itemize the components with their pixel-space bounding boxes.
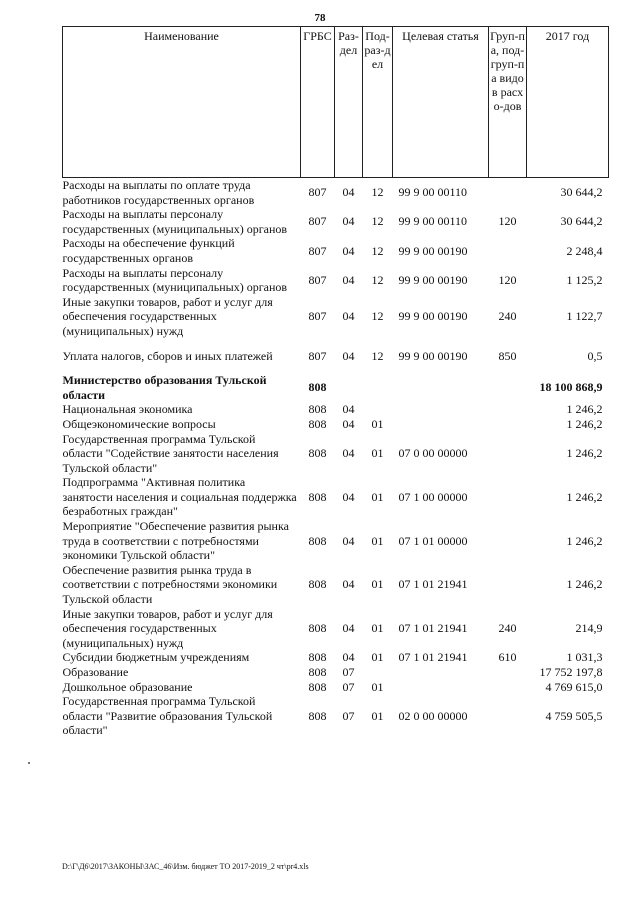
row-podrazdel: 12 xyxy=(371,214,384,229)
row-razdel: 04 xyxy=(342,650,355,665)
row-razdel: 07 xyxy=(342,665,355,679)
row-amount: 1 246,2 xyxy=(566,402,603,417)
row-amount: 30 644,2 xyxy=(560,214,603,229)
header-grbs: ГРБС xyxy=(301,27,335,178)
table-row xyxy=(63,349,609,364)
row-group: 240 xyxy=(498,309,517,324)
row-razdel: 04 xyxy=(342,272,355,287)
row-amount: 17 752 197,8 xyxy=(539,665,603,679)
row-razdel: 04 xyxy=(342,243,355,258)
table-row xyxy=(63,475,609,519)
table-header-row xyxy=(63,27,609,178)
row-razdel: 04 xyxy=(342,621,355,636)
row-grbs: 808 xyxy=(308,533,327,548)
row-razdel: 04 xyxy=(342,402,355,417)
row-target: 99 9 00 00190 xyxy=(398,348,468,363)
page-number: 78 xyxy=(314,12,326,24)
row-podrazdel xyxy=(363,665,393,680)
row-amount: 18 100 868,9 xyxy=(539,380,603,395)
row-target: 07 1 01 21941 xyxy=(398,577,468,592)
row-target: 99 9 00 00190 xyxy=(398,309,468,324)
row-grbs: 808 xyxy=(308,577,327,592)
row-group xyxy=(489,178,527,208)
row-amount: 1 246,2 xyxy=(566,416,603,431)
row-target xyxy=(393,665,489,680)
row-name: Мероприятие "Обеспечение развития рынка труда в соответствии с потребностями экономики Тульской области" xyxy=(62,519,289,563)
row-name: Национальная экономика xyxy=(62,402,193,417)
row-group xyxy=(489,563,527,607)
row-razdel: 07 xyxy=(342,708,355,723)
row-target: 07 0 00 00000 xyxy=(398,446,468,461)
row-name: Расходы на выплаты персоналу государственных (муниципальных) органов xyxy=(62,265,288,295)
row-name: Общеэкономические вопросы xyxy=(62,416,216,431)
footer-file-path: D:\Г\Д6\2017\ЗАКОНЫ\ЗАС_46\Изм. бюджет ТО 2017-2019_2 чт\pr4.xls xyxy=(62,862,309,871)
row-podrazdel xyxy=(363,402,393,417)
row-name: Подпрограмма "Активная политика занятости населения и социальная поддержка безработных граждан" xyxy=(62,475,297,519)
row-name: Министерство образования Тульской области xyxy=(62,373,267,402)
row-razdel xyxy=(335,373,363,402)
row-amount: 1 246,2 xyxy=(566,446,603,461)
table-row xyxy=(63,607,609,651)
row-amount: 214,9 xyxy=(575,621,603,636)
row-razdel: 04 xyxy=(342,309,355,324)
table-row xyxy=(63,207,609,236)
table-row xyxy=(63,402,609,417)
row-group xyxy=(489,236,527,265)
row-grbs: 808 xyxy=(308,665,327,679)
row-target: 07 1 01 00000 xyxy=(398,533,468,548)
row-grbs: 807 xyxy=(308,185,327,200)
row-name: Уплата налогов, сборов и иных платежей xyxy=(62,348,273,363)
row-podrazdel: 01 xyxy=(371,708,384,723)
row-target: 99 9 00 00110 xyxy=(398,185,468,200)
row-razdel: 07 xyxy=(342,679,355,694)
row-name: Расходы на выплаты по оплате труда работников государственных органов xyxy=(62,178,255,207)
table-row xyxy=(63,417,609,432)
row-podrazdel: 12 xyxy=(371,348,384,363)
row-grbs: 808 xyxy=(308,416,327,431)
header-podrazdel: Под-раз-дел xyxy=(363,27,393,178)
row-spacer xyxy=(63,363,609,373)
scan-mark xyxy=(28,762,30,764)
row-group: 120 xyxy=(498,214,517,229)
row-amount: 1 246,2 xyxy=(566,489,603,504)
row-target xyxy=(393,680,489,695)
row-grbs: 807 xyxy=(308,309,327,324)
table-row xyxy=(63,432,609,476)
row-podrazdel: 01 xyxy=(371,621,384,636)
row-group: 850 xyxy=(498,348,517,363)
row-group xyxy=(489,665,527,680)
row-razdel: 04 xyxy=(342,489,355,504)
row-name: Субсидии бюджетным учреждениям xyxy=(62,650,250,665)
row-spacer xyxy=(63,339,609,349)
row-group xyxy=(489,680,527,695)
row-podrazdel: 01 xyxy=(371,416,384,431)
row-razdel: 04 xyxy=(342,185,355,200)
row-grbs: 808 xyxy=(308,380,327,395)
header-target: Целевая статья xyxy=(393,27,489,178)
row-name: Обеспечение развития рынка труда в соответствии с потребностями экономики Тульской области xyxy=(62,562,278,607)
row-podrazdel: 12 xyxy=(371,185,384,200)
row-name: Расходы на выплаты персоналу государственных (муниципальных) органов xyxy=(62,207,288,236)
table-row xyxy=(63,373,609,402)
row-amount: 2 248,4 xyxy=(566,243,603,258)
table-row xyxy=(63,236,609,265)
row-podrazdel xyxy=(363,373,393,402)
row-group xyxy=(489,475,527,519)
row-amount: 0,5 xyxy=(587,348,603,363)
table-row xyxy=(63,178,609,208)
row-group: 120 xyxy=(498,272,517,287)
row-grbs: 808 xyxy=(308,621,327,636)
row-group xyxy=(489,417,527,432)
row-group: 240 xyxy=(498,621,517,636)
row-target: 07 1 01 21941 xyxy=(398,621,468,636)
row-podrazdel: 12 xyxy=(371,309,384,324)
row-amount: 4 759 505,5 xyxy=(545,708,603,723)
row-razdel: 04 xyxy=(342,446,355,461)
row-razdel: 04 xyxy=(342,348,355,363)
row-grbs: 808 xyxy=(308,708,327,723)
row-grbs: 808 xyxy=(308,402,327,417)
row-amount: 4 769 615,0 xyxy=(545,679,603,694)
row-group xyxy=(489,519,527,563)
row-amount: 1 122,7 xyxy=(566,309,603,324)
row-podrazdel: 01 xyxy=(371,577,384,592)
row-amount: 1 246,2 xyxy=(566,577,603,592)
row-target: 99 9 00 00110 xyxy=(398,214,468,229)
header-razdel: Раз-дел xyxy=(335,27,363,178)
table-row xyxy=(63,295,609,339)
row-group: 610 xyxy=(498,650,517,665)
row-razdel: 04 xyxy=(342,214,355,229)
table-row xyxy=(63,519,609,563)
row-grbs: 807 xyxy=(308,348,327,363)
row-name: Расходы на обеспечение функций государственных органов xyxy=(62,236,235,265)
row-amount: 1 246,2 xyxy=(566,533,603,548)
row-grbs: 808 xyxy=(308,446,327,461)
table-row xyxy=(63,680,609,695)
row-target: 99 9 00 00190 xyxy=(398,272,468,287)
row-podrazdel: 12 xyxy=(371,272,384,287)
row-name: Государственная программа Тульской области "Содействие занятости населения Тульской области" xyxy=(62,431,279,475)
row-spacer-cell xyxy=(63,339,609,349)
table-row xyxy=(63,665,609,680)
table-row xyxy=(63,266,609,295)
row-group xyxy=(489,373,527,402)
table-row xyxy=(63,650,609,665)
row-razdel: 04 xyxy=(342,577,355,592)
row-target xyxy=(393,402,489,417)
row-name: Дошкольное образование xyxy=(62,679,193,694)
row-name: Иные закупки товаров, работ и услуг для обеспечения государственных (муниципальных) нужд xyxy=(62,294,273,338)
row-podrazdel: 12 xyxy=(371,243,384,258)
row-razdel: 04 xyxy=(342,416,355,431)
row-grbs: 807 xyxy=(308,214,327,229)
row-grbs: 808 xyxy=(308,679,327,694)
row-name: Образование xyxy=(62,665,129,679)
row-podrazdel: 01 xyxy=(371,533,384,548)
row-target: 07 1 01 21941 xyxy=(398,650,468,665)
row-spacer-cell xyxy=(63,363,609,373)
row-group xyxy=(489,694,527,738)
header-year: 2017 год xyxy=(527,27,609,178)
row-target: 99 9 00 00190 xyxy=(398,243,468,258)
row-amount: 1 125,2 xyxy=(566,272,603,287)
table-body xyxy=(63,178,609,738)
row-group xyxy=(489,432,527,476)
row-amount: 30 644,2 xyxy=(560,185,603,200)
row-name: Иные закупки товаров, работ и услуг для обеспечения государственных (муниципальных) нужд xyxy=(62,606,273,650)
row-grbs: 807 xyxy=(308,243,327,258)
budget-table xyxy=(62,26,609,738)
table-row xyxy=(63,563,609,607)
row-target xyxy=(393,417,489,432)
row-razdel: 04 xyxy=(342,533,355,548)
row-amount: 1 031,3 xyxy=(566,650,603,665)
row-grbs: 808 xyxy=(308,650,327,665)
row-grbs: 807 xyxy=(308,272,327,287)
row-podrazdel: 01 xyxy=(371,650,384,665)
header-name: Наименование xyxy=(63,27,301,178)
row-name: Государственная программа Тульской области "Развитие образования Тульской области" xyxy=(62,694,273,738)
header-group: Груп-па, под-груп-па видов расхо-дов xyxy=(489,27,527,178)
row-podrazdel: 01 xyxy=(371,446,384,461)
table-row xyxy=(63,694,609,738)
row-podrazdel: 01 xyxy=(371,679,384,694)
row-group xyxy=(489,402,527,417)
row-target: 02 0 00 00000 xyxy=(398,708,468,723)
row-target: 07 1 00 00000 xyxy=(398,489,468,504)
row-grbs: 808 xyxy=(308,489,327,504)
row-podrazdel: 01 xyxy=(371,489,384,504)
row-target xyxy=(393,373,489,402)
